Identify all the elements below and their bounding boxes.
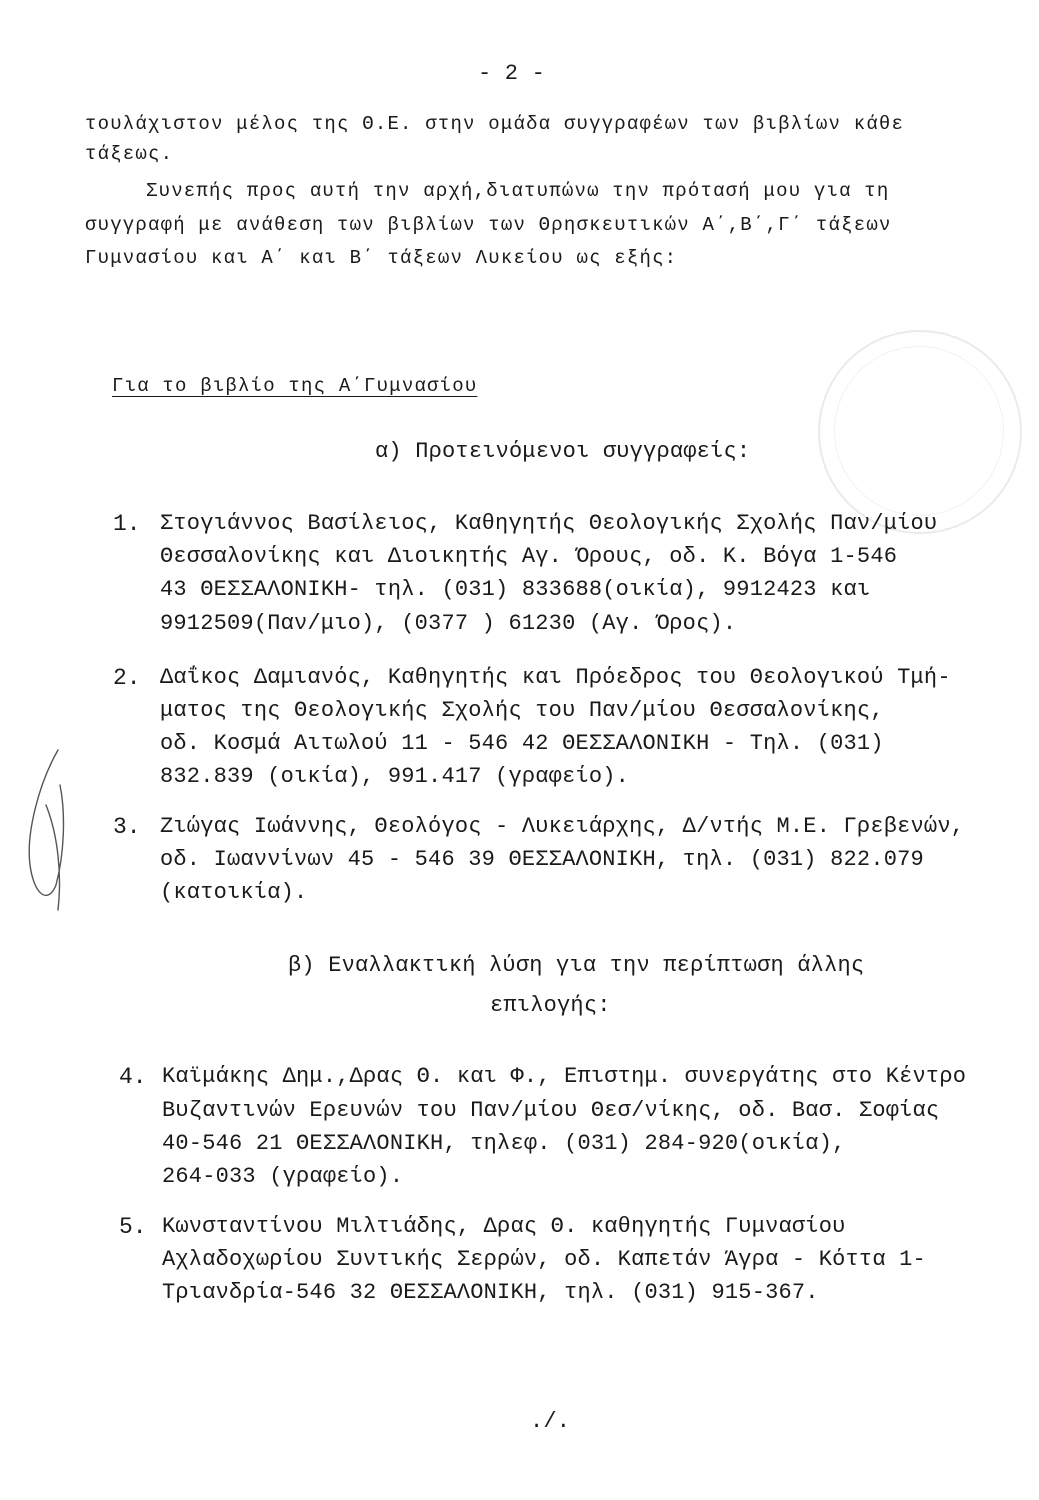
entry-1-line-3: 43 ΘΕΣΣΑΛΟΝΙΚΗ- τηλ. (031) 833688(οικία), 9912423 και xyxy=(160,577,871,602)
intro-line-2: τάξεως. xyxy=(85,143,174,165)
entry-4-number: 4. xyxy=(119,1064,147,1090)
page-number: - 2 - xyxy=(478,61,546,86)
entry-2-line-4: 832.839 (οικία), 991.417 (γραφείο). xyxy=(160,764,630,789)
entry-5-number: 5. xyxy=(119,1214,147,1240)
paragraph-line-2: συγγραφή με ανάθεση των βιβλίων των Θρησκευτικών Α΄,Β΄,Γ΄ τάξεων xyxy=(85,214,892,236)
paragraph-line-3: Γυμνασίου και Α΄ και Β΄ τάξεων Λυκείου ως εξής: xyxy=(85,247,678,269)
intro-line-1: τουλάχιστον μέλος της Θ.Ε. στην ομάδα συγγραφέων των βιβλίων κάθε xyxy=(85,113,905,135)
entry-1-line-2: Θεσσαλονίκης και Διοικητής Αγ. Όρους, οδ. Κ. Βόγα 1-546 xyxy=(160,544,898,569)
continuation-mark: ./. xyxy=(530,1409,571,1434)
subheading-alternative-line-2: επιλογής: xyxy=(490,993,611,1018)
entry-1-number: 1. xyxy=(113,511,141,537)
entry-2-number: 2. xyxy=(113,665,141,691)
entry-3-line-2: οδ. Ιωαννίνων 45 - 546 39 ΘΕΣΣΑΛΟΝΙΚΗ, τηλ. (031) 822.079 xyxy=(160,847,924,872)
entry-2-line-2: ματος της Θεολογικής Σχολής του Παν/μίου Θεσσαλονίκης, xyxy=(160,698,884,723)
subheading-proposed-authors: α) Προτεινόμενοι συγγραφείς: xyxy=(375,439,751,464)
entry-2-line-1: Δαΐκος Δαμιανός, Καθηγητής και Πρόεδρος του Θεολογικού Τμή- xyxy=(160,665,951,690)
entry-4-line-2: Βυζαντινών Ερευνών του Παν/μίου Θεσ/νίκης, οδ. Βασ. Σοφίας xyxy=(162,1098,940,1123)
entry-4-line-4: 264-033 (γραφείο). xyxy=(162,1164,404,1189)
entry-4-line-3: 40-546 21 ΘΕΣΣΑΛΟΝΙΚΗ, τηλεφ. (031) 284-920(οικία), xyxy=(162,1131,846,1156)
entry-1-line-1: Στογιάννος Βασίλειος, Καθηγητής Θεολογικής Σχολής Παν/μίου xyxy=(160,511,938,536)
entry-5-line-2: Αχλαδοχωρίου Συντικής Σερρών, οδ. Καπετάν Άγρα - Κόττα 1- xyxy=(162,1247,926,1272)
paragraph-line-1: Συνεπής προς αυτή την αρχή,διατυπώνω την πρότασή μου για τη xyxy=(146,180,890,202)
entry-1-line-4: 9912509(Παν/μιο), (0377 ) 61230 (Αγ. Όρος). xyxy=(160,611,737,636)
entry-3-number: 3. xyxy=(113,814,141,840)
subheading-alternative-line-1: β) Εναλλακτική λύση για την περίπτωση άλλης xyxy=(288,953,865,978)
entry-3-line-1: Ζιώγας Ιωάννης, Θεολόγος - Λυκειάρχης, Δ/ντής Μ.Ε. Γρεβενών, xyxy=(160,814,965,839)
entry-4-line-1: Καϊμάκης Δημ.,Δρας Θ. και Φ., Επιστημ. συνεργάτης στο Κέντρο xyxy=(162,1064,967,1089)
entry-5-line-3: Τριανδρία-546 32 ΘΕΣΣΑΛΟΝΙΚΗ, τηλ. (031) 915-367. xyxy=(162,1280,819,1305)
handwritten-signature xyxy=(18,745,78,915)
entry-2-line-3: οδ. Κοσμά Αιτωλού 11 - 546 42 ΘΕΣΣΑΛΟΝΙΚΗ - Τηλ. (031) xyxy=(160,731,884,756)
entry-5-line-1: Κωνσταντίνου Μιλτιάδης, Δρας Θ. καθηγητής Γυμνασίου xyxy=(162,1214,846,1239)
faint-seal-stamp xyxy=(818,330,1022,534)
entry-3-line-3: (κατοικία). xyxy=(160,880,308,905)
section-heading: Για το βιβλίο της Α΄Γυμνασίου xyxy=(112,375,478,397)
